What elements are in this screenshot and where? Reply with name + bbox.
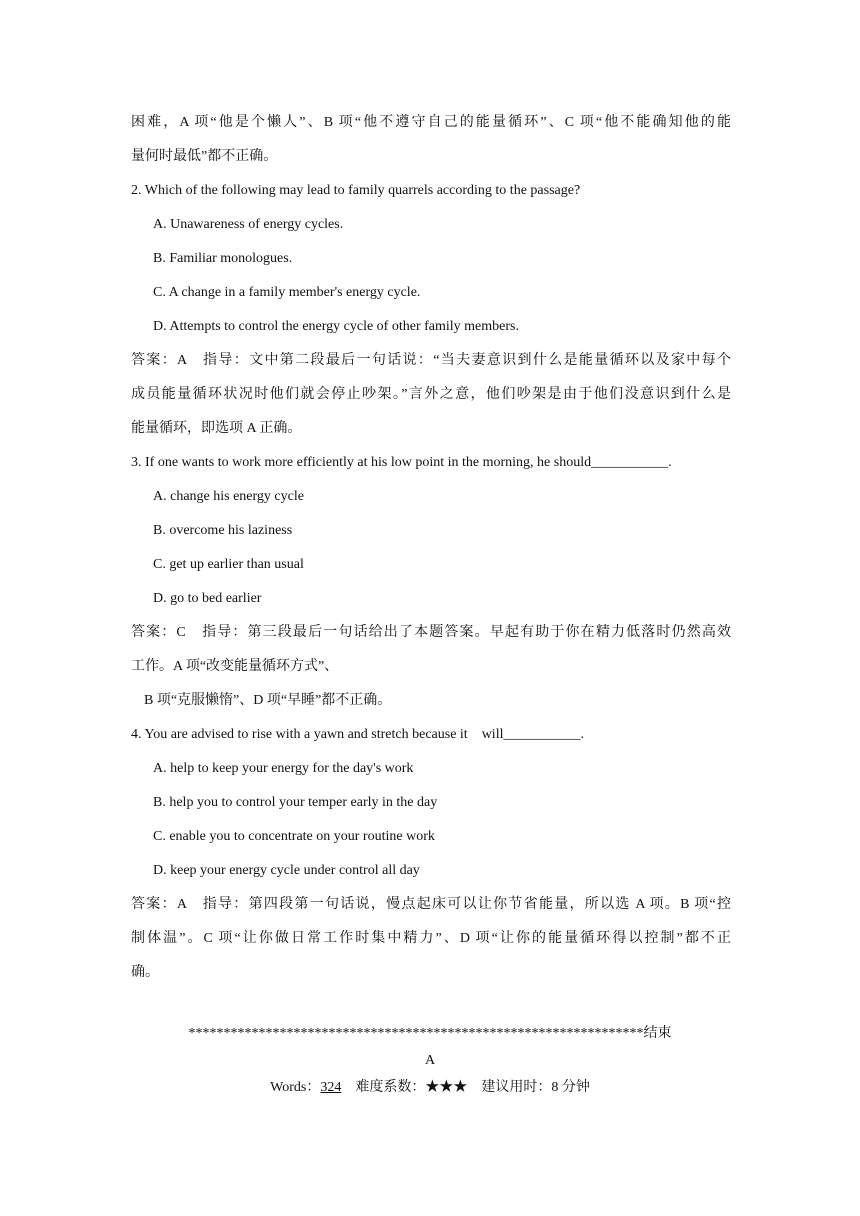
option-2b: B. Familiar monologues.	[153, 251, 293, 266]
answer-2-line: 能量循环，即选项 A 正确。	[131, 421, 302, 436]
option-2a: A. Unawareness of energy cycles.	[153, 217, 344, 232]
option-2c: C. A change in a family member's energy cycle.	[153, 285, 421, 300]
answer-2-line: 答案：A 指导：文中第二段最后一句话说：“当夫妻意识到什么是能量循环以及家中每个	[131, 353, 731, 368]
explanation-line: 量何时最低”都不正确。	[131, 149, 278, 164]
explanation-line: 困难，A 项“他是个懒人”、B 项“他不遵守自己的能量循环”、C 项“他不能确知他的能	[131, 115, 731, 130]
option-3c: C. get up earlier than usual	[153, 557, 304, 572]
option-2d: D. Attempts to control the energy cycle of other family members.	[153, 319, 519, 334]
option-4b: B. help you to control your temper early in the day	[153, 795, 438, 810]
answer-3-line: 工作。A 项“改变能量循环方式”、	[131, 659, 339, 674]
option-3b: B. overcome his laziness	[153, 523, 293, 538]
option-3d: D. go to bed earlier	[153, 591, 262, 606]
answer-4-line: 答案：A 指导：第四段第一句话说，慢点起床可以让你节省能量，所以选 A 项。B 项“控	[131, 897, 731, 912]
end-marker: *****************************************************************结束	[188, 1026, 672, 1041]
words-count: 324	[320, 1080, 342, 1095]
answer-4-line: 制体温”。C 项“让你做日常工作时集中精力”、D 项“让你的能量循环得以控制”都不正	[131, 931, 731, 946]
answer-3-line: B 项“克服懒惰”、D 项“早睡”都不正确。	[144, 693, 392, 708]
passage-label: A	[424, 1053, 436, 1068]
answer-explanations	[131, 106, 731, 990]
section-footer	[0, 1020, 860, 1101]
suggested-time: 建议用时：8 分钟	[481, 1080, 590, 1095]
answer-3-line: 答案：C 指导：第三段最后一句话给出了本题答案。早起有助于你在精力低落时仍然高效	[131, 625, 731, 640]
question-3: 3. If one wants to work more efficiently at his low point in the morning, he should___________.	[131, 455, 672, 470]
difficulty-rating: 难度系数：★★★	[355, 1080, 468, 1095]
question-2: 2. Which of the following may lead to family quarrels according to the passage?	[131, 183, 581, 198]
words-prefix: Words：	[270, 1080, 321, 1095]
option-3a: A. change his energy cycle	[153, 489, 304, 504]
answer-4-line: 确。	[131, 965, 159, 980]
option-4a: A. help to keep your energy for the day's work	[153, 761, 414, 776]
passage-meta	[0, 1074, 860, 1101]
answer-2-line: 成员能量循环状况时他们就会停止吵架。”言外之意，他们吵架是由于他们没意识到什么是	[131, 387, 731, 402]
option-4d: D. keep your energy cycle under control all day	[153, 863, 420, 878]
option-4c: C. enable you to concentrate on your routine work	[153, 829, 435, 844]
question-4: 4. You are advised to rise with a yawn and stretch because it will___________.	[131, 727, 584, 742]
